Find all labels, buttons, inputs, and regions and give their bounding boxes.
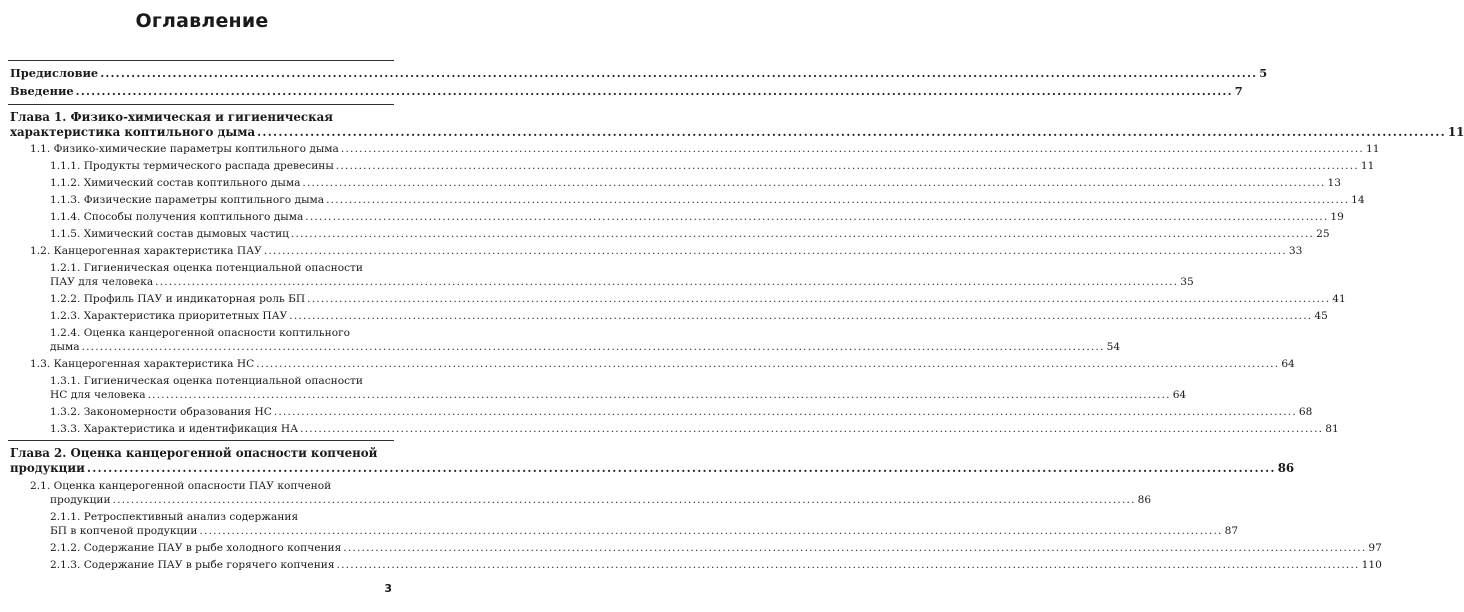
toc-entry-title: 1.1.4. Способы получения коптильного дыма — [50, 211, 304, 223]
divider-top — [8, 60, 394, 61]
toc-entry-page: 5 — [1259, 66, 1268, 80]
toc-entry-1-2-4 — [50, 340, 1121, 354]
toc-chapter-1 — [10, 125, 1464, 139]
toc-entry-title: 1.1.3. Физические параметры коптильного дыма — [50, 194, 325, 206]
toc-entry-title: 1.3.2. Закономерности образования НС — [50, 406, 272, 418]
toc-entry-1-2-4-line1: 1.2.4. Оценка канцерогенной опасности коптильного — [50, 327, 351, 339]
toc-entry-title: характеристика коптильного дыма — [10, 125, 256, 139]
toc-entry-preface — [10, 66, 1268, 80]
leader-dots — [100, 66, 1257, 80]
toc-entry-page: 11 — [1365, 143, 1380, 155]
toc-entry-title: 1.1.1. Продукты термического распада древесины — [50, 160, 334, 172]
toc-entry-page: 81 — [1325, 423, 1339, 435]
toc-entry-page: 35 — [1180, 276, 1194, 288]
toc-entry-title: БП в копченой продукции — [50, 525, 198, 537]
toc-entry-page: 13 — [1327, 177, 1341, 189]
toc-entry-title: 1.1.2. Химический состав коптильного дыма — [50, 177, 301, 189]
toc-entry-page: 110 — [1361, 559, 1382, 571]
leader-dots — [289, 309, 1312, 323]
leader-dots — [326, 193, 1349, 207]
toc-entry-1-3-1-line1: 1.3.1. Гигиеническая оценка потенциальной опасности — [50, 375, 363, 387]
toc-entry-page: 86 — [1137, 494, 1152, 506]
toc-entry-title: 1.3. Канцерогенная характеристика НС — [30, 358, 255, 370]
toc-entry-title: 2.1.2. Содержание ПАУ в рыбе холодного копчения — [50, 542, 342, 554]
toc-chapter-1-line1: Глава 1. Физико-химическая и гигиеническая — [10, 110, 333, 124]
toc-entry-page: 97 — [1368, 542, 1382, 554]
toc-entry-2-1-line1: 2.1. Оценка канцерогенной опасности ПАУ копченой — [30, 480, 332, 492]
toc-entry-title: 1.2. Канцерогенная характеристика ПАУ — [30, 245, 262, 257]
toc-entry-title: продукции — [50, 494, 111, 506]
toc-entry-title: 1.3.3. Характеристика и идентификация НА — [50, 423, 299, 435]
toc-entry-page: 7 — [1234, 84, 1243, 98]
leader-dots — [148, 388, 1171, 402]
toc-entry-1-3-2 — [50, 405, 1313, 419]
toc-entry-1-2 — [30, 244, 1303, 258]
toc-entry-page: 33 — [1288, 245, 1303, 257]
toc-entry-1-2-2 — [50, 292, 1346, 306]
leader-dots — [291, 227, 1314, 241]
leader-dots — [87, 461, 1276, 475]
leader-dots — [337, 558, 1360, 572]
toc-entry-title: 1.1. Физико-химические параметры коптильного дыма — [30, 143, 339, 155]
toc-entry-2-1-3 — [50, 558, 1382, 572]
page-number: 3 — [384, 582, 392, 595]
toc-entry-2-1-1 — [50, 524, 1239, 538]
toc-entry-page: 11 — [1447, 125, 1464, 139]
toc-entry-title: продукции — [10, 461, 85, 475]
leader-dots — [343, 541, 1366, 555]
toc-entry-1-2-1 — [50, 275, 1194, 289]
toc-entry-1-3-3 — [50, 422, 1339, 436]
leader-dots — [264, 244, 1287, 258]
toc-entry-1-2-1-line1: 1.2.1. Гигиеническая оценка потенциальной опасности — [50, 262, 363, 274]
leader-dots — [199, 524, 1222, 538]
toc-entry-title: 1.1.5. Химический состав дымовых частиц — [50, 228, 289, 240]
toc-entry-page: 87 — [1224, 525, 1239, 537]
toc-entry-1-1-2 — [50, 176, 1341, 190]
leader-dots — [302, 176, 1325, 190]
toc-entry-2-1-2 — [50, 541, 1382, 555]
toc-entry-2-1 — [50, 493, 1152, 507]
toc-entry-1-1-3 — [50, 193, 1365, 207]
toc-entry-title: Введение — [10, 84, 74, 98]
toc-entry-page: 11 — [1360, 160, 1375, 172]
leader-dots — [336, 159, 1359, 173]
toc-entry-title: ПАУ для человека — [50, 276, 154, 288]
toc-entry-1-1-1 — [50, 159, 1375, 173]
leader-dots — [257, 125, 1446, 139]
toc-entry-title: 1.2.2. Профиль ПАУ и индикаторная роль БП — [50, 293, 306, 305]
leader-dots — [274, 405, 1297, 419]
toc-entry-page: 86 — [1277, 461, 1295, 475]
toc-entry-1-1-4 — [50, 210, 1344, 224]
leader-dots — [305, 210, 1328, 224]
toc-entry-1-1-5 — [50, 227, 1330, 241]
leader-dots — [82, 340, 1105, 354]
divider-chapter-2 — [8, 440, 394, 441]
toc-entry-page: 54 — [1106, 341, 1121, 353]
toc-entry-page: 14 — [1351, 194, 1365, 206]
leader-dots — [307, 292, 1330, 306]
divider-middle — [8, 104, 394, 105]
toc-entry-title: дыма — [50, 341, 80, 353]
toc-entry-2-1-1-line1: 2.1.1. Ретроспективный анализ содержания — [50, 511, 299, 523]
toc-entry-1-1 — [30, 142, 1380, 156]
toc-entry-1-3-1 — [50, 388, 1187, 402]
page-title: Оглавление — [135, 10, 269, 32]
leader-dots — [113, 493, 1136, 507]
leader-dots — [341, 142, 1364, 156]
toc-entry-page: 45 — [1314, 310, 1328, 322]
toc-entry-page: 68 — [1298, 406, 1313, 418]
leader-dots — [76, 84, 1233, 98]
toc-chapter-2 — [10, 461, 1295, 475]
toc-entry-1-3 — [30, 357, 1295, 371]
leader-dots — [155, 275, 1178, 289]
toc-entry-title: НС для человека — [50, 389, 146, 401]
leader-dots — [300, 422, 1323, 436]
toc-entry-page: 41 — [1332, 293, 1346, 305]
toc-entry-page: 25 — [1316, 228, 1330, 240]
toc-chapter-2-line1: Глава 2. Оценка канцерогенной опасности копченой — [10, 446, 378, 460]
toc-entry-page: 19 — [1330, 211, 1344, 223]
toc-entry-page: 64 — [1172, 389, 1187, 401]
toc-entry-intro — [10, 84, 1243, 98]
toc-entry-1-2-3 — [50, 309, 1328, 323]
toc-entry-title: 2.1.3. Содержание ПАУ в рыбе горячего копчения — [50, 559, 335, 571]
toc-entry-page: 64 — [1281, 358, 1295, 370]
toc-entry-title: 1.2.3. Характеристика приоритетных ПАУ — [50, 310, 288, 322]
leader-dots — [256, 357, 1279, 371]
toc-entry-title: Предисловие — [10, 66, 99, 80]
